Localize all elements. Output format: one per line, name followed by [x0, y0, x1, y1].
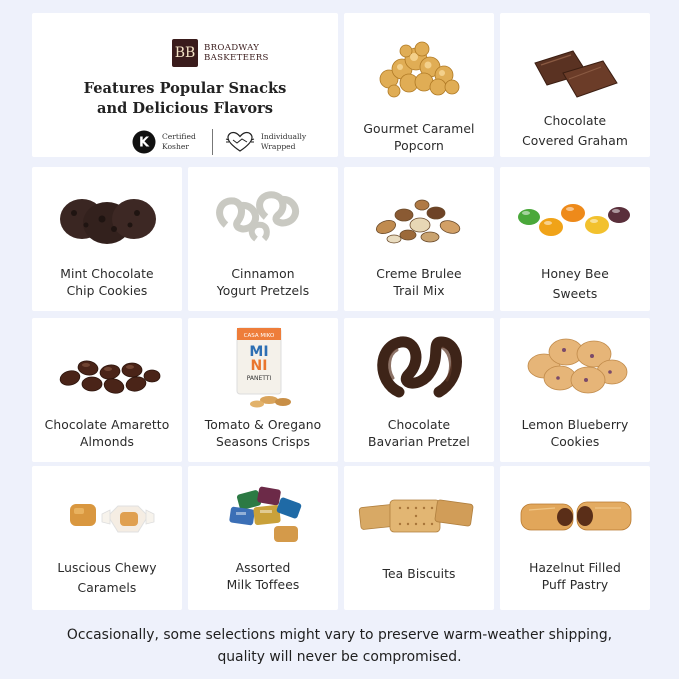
chocolate-graham-icon [525, 43, 625, 103]
shipping-note: Occasionally, some selections might vary to preserve warm-weather shipping, quality will never be compromised. [66, 627, 613, 665]
product-card-lemon-cookies [500, 318, 650, 462]
logo-wordmark: BROADWAY BASKETEERS [204, 43, 269, 63]
product-card-chewy-caramels [32, 466, 182, 610]
product-card-chocolate-graham [500, 13, 650, 157]
product-label: Cinnamon Yogurt Pretzels [216, 267, 310, 298]
product-card-puff-pastry [500, 466, 650, 610]
trail-mix-icon [364, 189, 474, 249]
headline: Features Popular Snacks and Delicious Flavors [83, 80, 287, 117]
chocolate-pretzel-icon [369, 332, 469, 402]
product-label: Mint Chocolate Chip Cookies [60, 267, 154, 298]
badge-divider [212, 129, 213, 155]
brand-card [32, 13, 338, 157]
product-label: Chocolate Covered Graham [522, 114, 628, 148]
kosher-badge: K Certified Kosher [132, 130, 196, 154]
wrapped-badge: Individually Wrapped [225, 130, 306, 154]
candy-icon [513, 197, 637, 241]
product-label: Chocolate Bavarian Pretzel [368, 418, 470, 449]
svg-text:NI: NI [250, 358, 268, 374]
product-label: Honey Bee Sweets [541, 267, 609, 301]
wrapped-heart-icon [225, 130, 255, 154]
product-card-honey-sweets [500, 167, 650, 311]
badges [132, 129, 306, 155]
svg-text:PANETTI: PANETTI [246, 375, 272, 382]
product-label: Lemon Blueberry Cookies [521, 418, 629, 449]
product-label: Creme Brulee Trail Mix [376, 267, 462, 298]
product-label: Tomato & Oregano Seasons Crisps [204, 418, 322, 449]
almonds-icon [52, 348, 162, 396]
brand-logo [172, 39, 269, 67]
product-card-amaretto-almonds [32, 318, 182, 462]
lemon-cookies-icon [520, 332, 630, 398]
product-card-trail-mix [344, 167, 494, 311]
product-label: Gourmet Caramel Popcorn [363, 122, 475, 153]
product-label: Assorted Milk Toffees [226, 561, 300, 592]
cookies-icon [52, 191, 162, 247]
puff-pastry-icon [515, 496, 635, 536]
biscuits-icon [356, 492, 482, 538]
product-label: Tea Biscuits [382, 567, 456, 581]
product-card-tomato-crisps [188, 318, 338, 462]
product-card-yogurt-pretzels [188, 167, 338, 311]
logo-monogram: BB [172, 39, 198, 67]
svg-text:K: K [138, 135, 150, 151]
product-card-caramel-popcorn [344, 13, 494, 157]
product-card-bavarian-pretzel [344, 318, 494, 462]
product-card-tea-biscuits [344, 466, 494, 610]
product-label: Luscious Chewy Caramels [57, 561, 157, 595]
svg-text:CASA MIKO: CASA MIKO [243, 333, 275, 339]
crisps-bag-icon [223, 326, 303, 412]
kosher-icon [132, 130, 156, 154]
product-card-milk-toffees [188, 466, 338, 610]
yogurt-pretzel-icon [208, 185, 318, 247]
caramels-icon [52, 492, 162, 548]
svg-text:MI: MI [249, 344, 269, 360]
product-label: Chocolate Amaretto Almonds [44, 418, 170, 449]
toffees-icon [208, 482, 318, 550]
popcorn-icon [364, 37, 474, 99]
product-card-mint-cookies [32, 167, 182, 311]
product-label: Hazelnut Filled Puff Pastry [529, 561, 621, 592]
